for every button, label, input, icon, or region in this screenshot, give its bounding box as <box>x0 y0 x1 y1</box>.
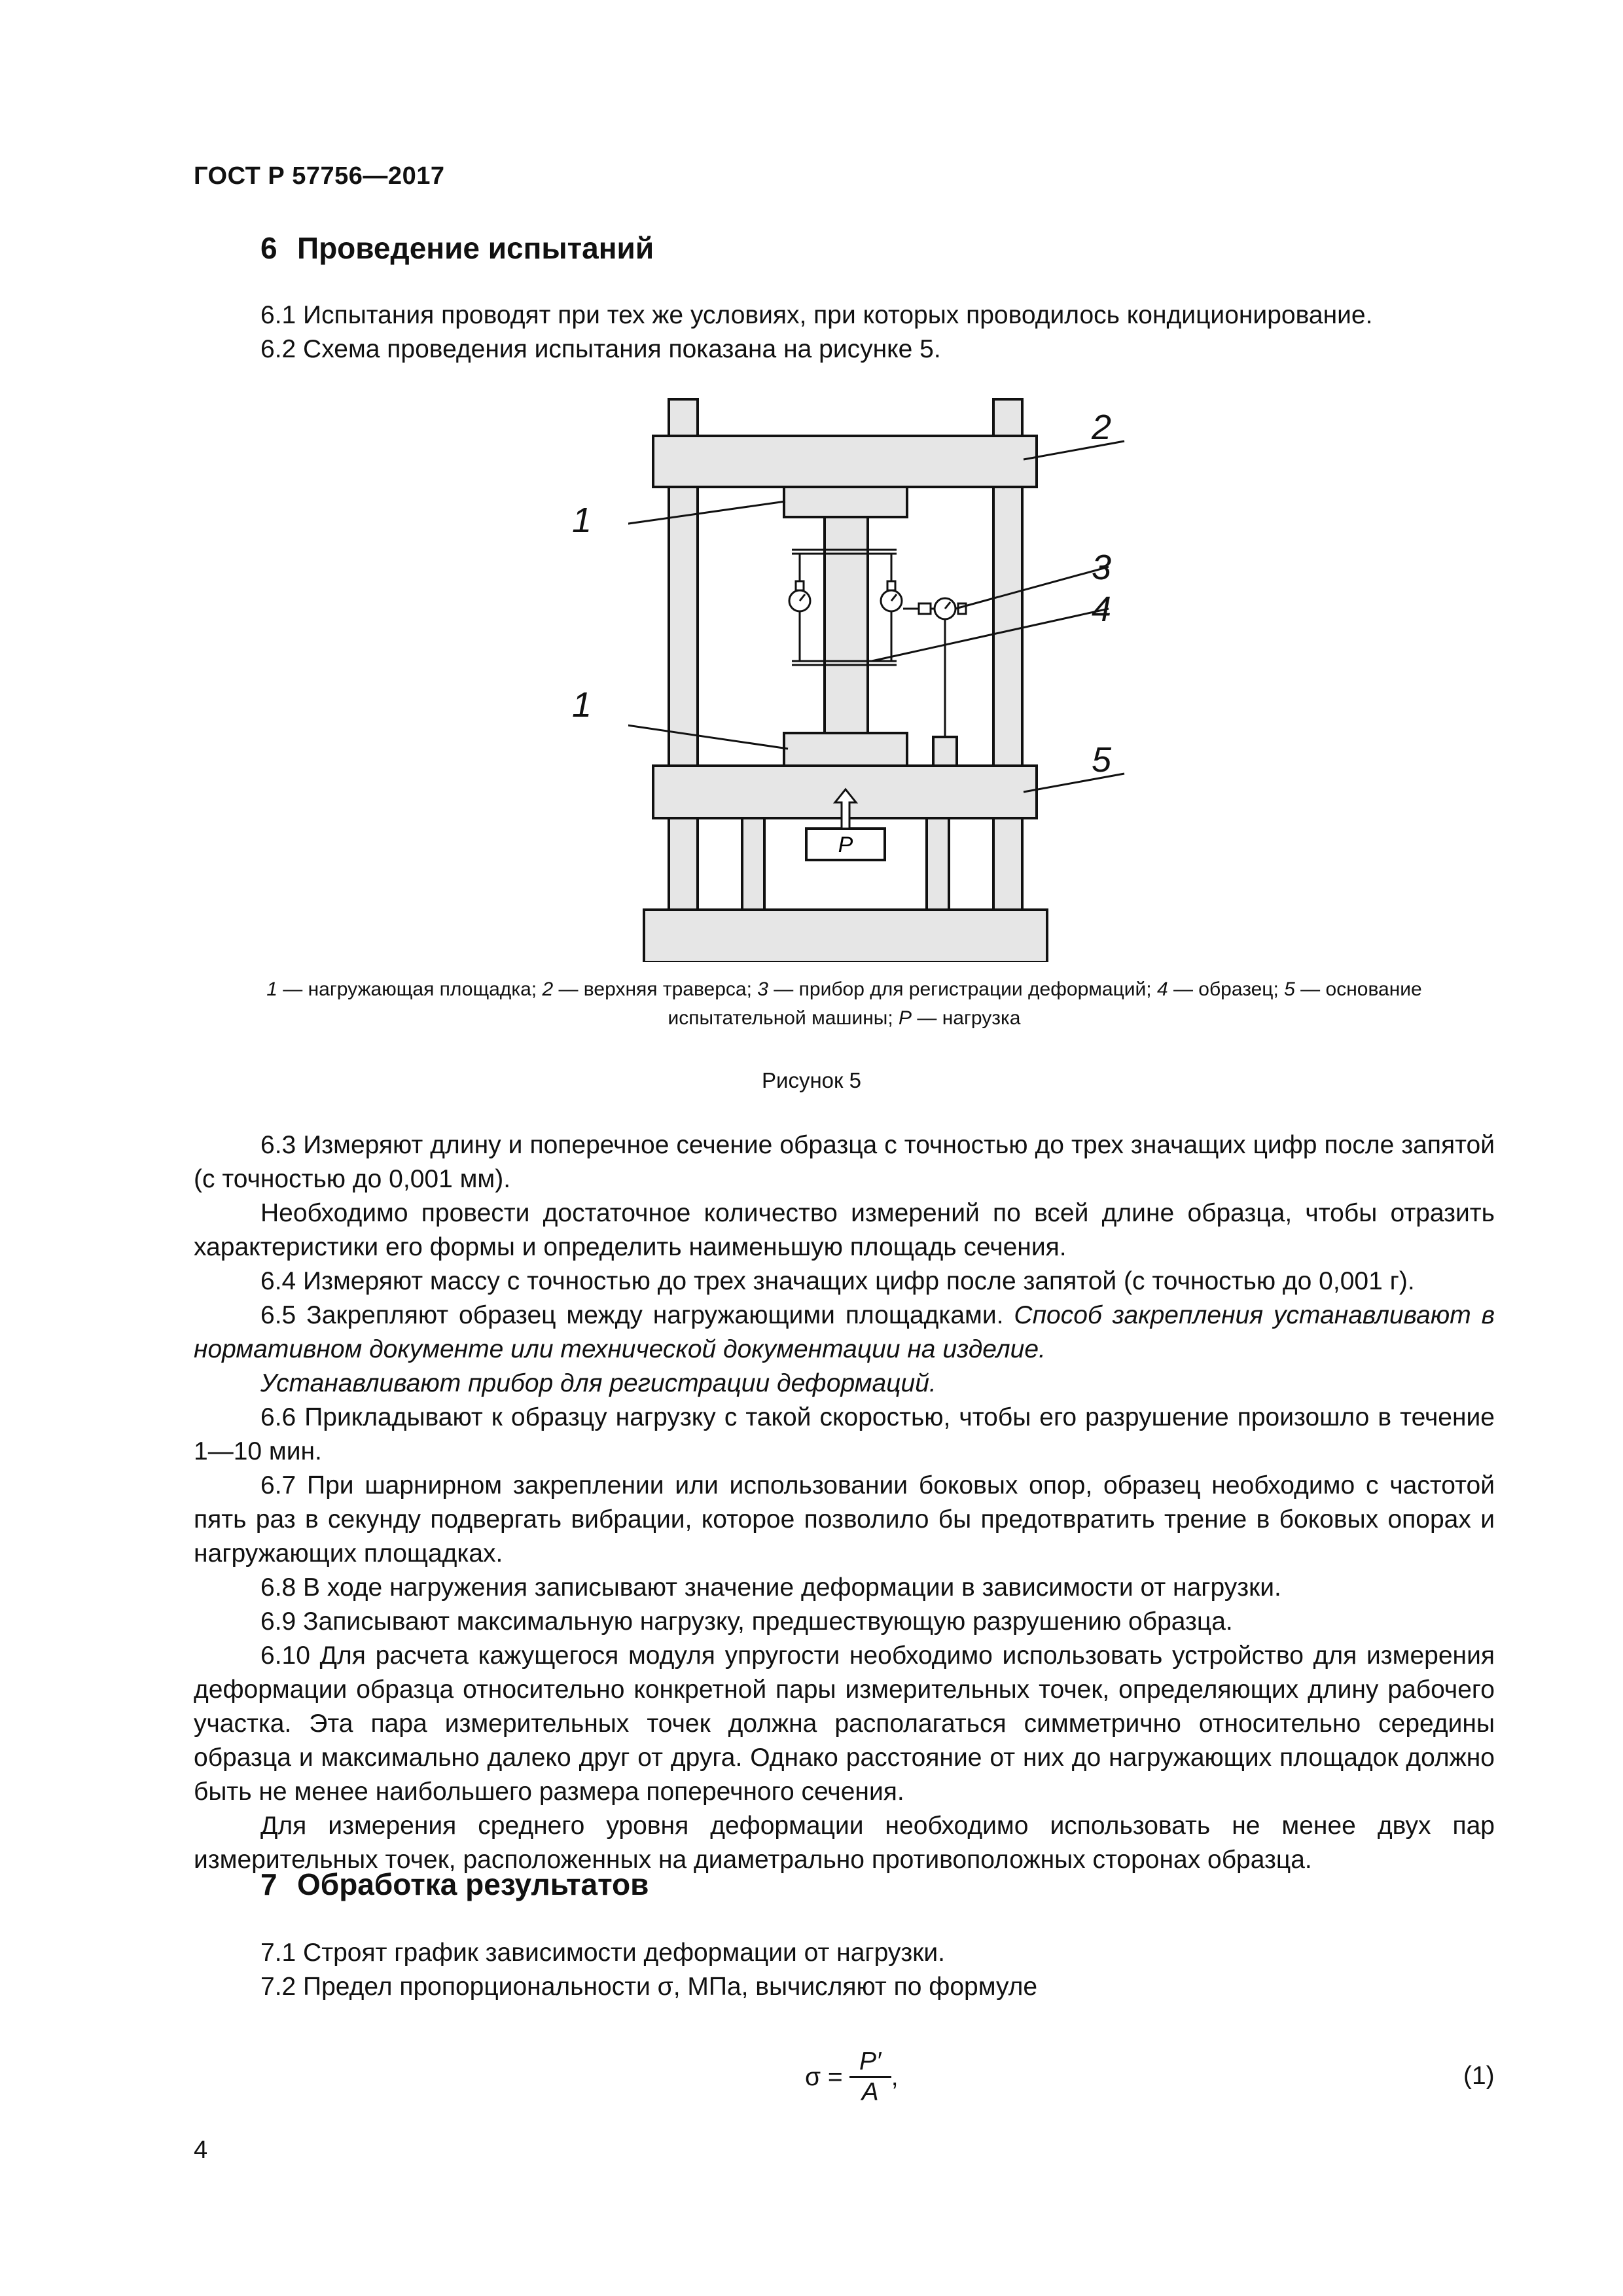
upper-platen <box>784 487 907 517</box>
paragraph-6-6: 6.6 Прикладывают к образцу нагрузку с такой скоростью, чтобы его разрушение произошло в течение 1—10 мин. <box>194 1403 1495 1465</box>
legend-line-2: испытательной машины; P — нагрузка <box>668 1007 1021 1029</box>
body-text <box>194 1128 1495 1877</box>
formula-tail: , <box>891 2062 899 2091</box>
paragraph-6-10: 6.10 Для расчета кажущегося модуля упругости необходимо использовать устройство для измерения деформации образца относительно конкретной пары измерительных точек, определяющих длину рабочего участка. Эта пара измерительных точек должна располагаться симметрично относительно середины образца и максимально далеко друг от друга. Однако расстояние от них до нагружающих площадок должно быть не менее наибольшего размера поперечного сечения. <box>194 1641 1495 1806</box>
paragraph-6-2: 6.2 Схема проведения испытания показана на рисунке 5. <box>260 335 941 363</box>
callout-label-1-bottom: 1 <box>572 685 592 725</box>
section-title: Проведение испытаний <box>297 231 654 265</box>
formula-denominator: A <box>861 2078 879 2106</box>
formula-lhs: σ = <box>805 2062 843 2091</box>
callout-label-3: 3 <box>1092 548 1112 587</box>
formula-numerator: P′ <box>859 2047 882 2075</box>
figure-title: Рисунок 5 <box>762 1068 861 1092</box>
callout-label-5: 5 <box>1092 740 1112 780</box>
section-6-heading <box>260 230 654 266</box>
callout-label-4: 4 <box>1092 590 1112 629</box>
formula-1 <box>805 2047 899 2107</box>
lower-platen <box>784 733 907 766</box>
paragraph-7-1: 7.1 Строят график зависимости деформации от нагрузки. <box>260 1939 945 1967</box>
callout-label-1-top: 1 <box>572 501 592 540</box>
section-title: Обработка результатов <box>297 1867 649 1901</box>
page-number: 4 <box>194 2136 208 2164</box>
legend-line-1: 1 — нагружающая площадка; 2 — верхняя траверса; 3 — прибор для регистрации деформаций; 4 — образец; 5 — основание <box>266 978 1422 1000</box>
paragraph-6-1: 6.1 Испытания проводят при тех же условиях, при которых проводилось кондиционирование. <box>260 301 1373 329</box>
paragraph-7-2: 7.2 Предел пропорциональности σ, МПа, вычисляют по формуле <box>260 1973 1038 2001</box>
figure-legend <box>194 975 1495 1033</box>
paragraph-6-4: 6.4 Измеряют массу с точностью до трех значащих цифр после запятой (с точностью до 0,001 г). <box>260 1267 1415 1295</box>
load-symbol: P <box>838 833 853 857</box>
callout-label-2: 2 <box>1092 408 1112 447</box>
paragraph-6-7: 6.7 При шарнирном закреплении или использовании боковых опор, образец необходимо с частотой пять раз в секунду подвергать вибрации, которое позволило бы предотвратить трение в боковых опорах и нагружающих площадках. <box>194 1471 1495 1568</box>
paragraph-6-3-cont: Необходимо провести достаточное количество измерений по всей длине образца, чтобы отразить характеристики его формы и определить наименьшую площадь сечения. <box>194 1199 1495 1261</box>
section-number: 6 <box>260 231 277 265</box>
equation-number: (1) <box>1463 2062 1495 2090</box>
foundation <box>644 910 1047 962</box>
figure-5-drawing <box>628 386 1126 962</box>
gauge-stand-block <box>933 737 957 766</box>
paragraph-6-3: 6.3 Измеряют длину и поперечное сечение образца с точностью до трех значащих цифр после запятой (с точностью до 0,001 мм). <box>194 1131 1495 1193</box>
document-code: ГОСТ Р 57756—2017 <box>194 162 445 190</box>
upper-crosshead <box>653 436 1037 487</box>
section-number: 7 <box>260 1867 277 1901</box>
left-support <box>742 818 764 910</box>
right-support <box>927 818 949 910</box>
paragraph-6-5-cont: Устанавливают прибор для регистрации деформаций. <box>260 1369 936 1397</box>
paragraph-6-5: 6.5 Закрепляют образец между нагружающими площадками. Способ закрепления устанавливают в нормативном документе или технической документации на изделие. <box>194 1301 1495 1363</box>
paragraph-6-10-cont: Для измерения среднего уровня деформации необходимо использовать не менее двух пар измерительных точек, расположенных на диаметрально противоположных сторонах образца. <box>194 1812 1495 1874</box>
paragraph-6-9: 6.9 Записывают максимальную нагрузку, предшествующую разрушению образца. <box>260 1607 1233 1636</box>
paragraph-6-8: 6.8 В ходе нагружения записывают значение деформации в зависимости от нагрузки. <box>260 1573 1281 1602</box>
section-7-heading <box>260 1867 649 1902</box>
